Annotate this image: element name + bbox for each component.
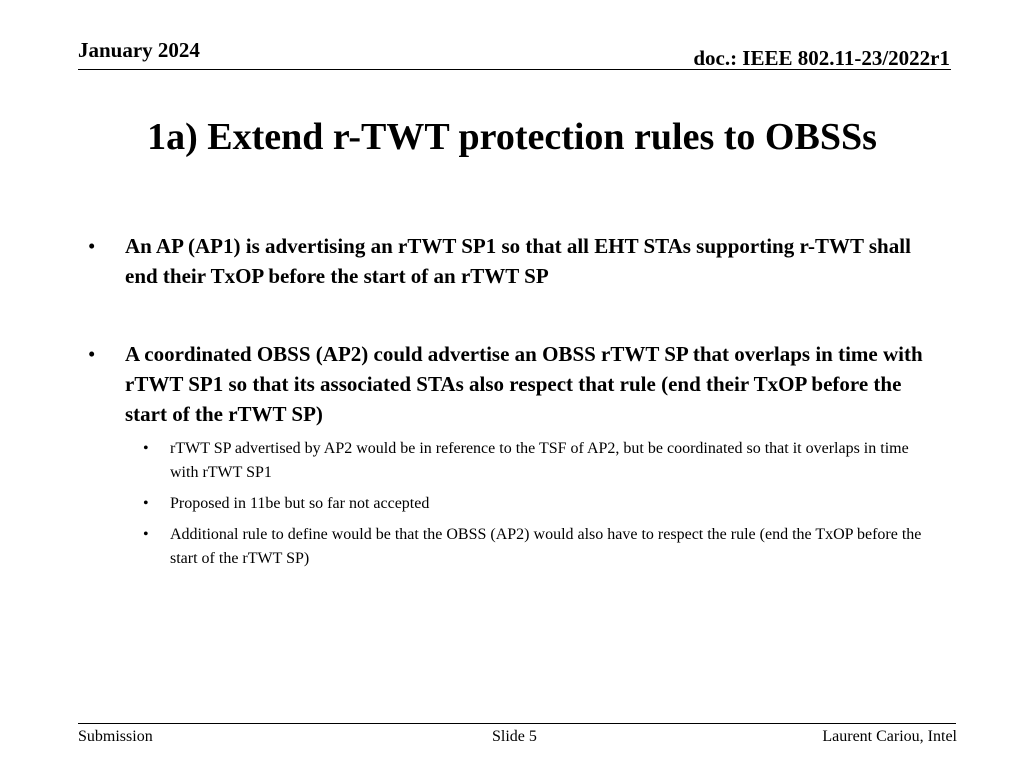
footer-slide-number: Slide 5: [492, 728, 537, 745]
sub-bullet-item: [143, 492, 930, 516]
bullet-icon: •: [88, 234, 96, 258]
sub-bullet-item: [143, 523, 930, 571]
bullet-text: A coordinated OBSS (AP2) could advertise an OBSS rTWT SP that overlaps in time with rTWT SP1 so that its associated STAs also respect that rule (end their TxOP before the start of the rTWT SP): [125, 342, 923, 426]
bullet-item: [88, 339, 945, 429]
sub-bullet-item: [143, 437, 930, 485]
header-doc-id: doc.: IEEE 802.11-23/2022r1: [693, 46, 950, 70]
bullet-item: [88, 231, 945, 291]
footer-submission: Submission: [78, 728, 153, 745]
sub-bullet-text: rTWT SP advertised by AP2 would be in reference to the TSF of AP2, but be coordinated so that it overlaps in time with rTWT SP1: [170, 440, 909, 481]
slide-title: 1a) Extend r-TWT protection rules to OBSSs: [147, 116, 877, 158]
header-divider: [78, 69, 951, 70]
bullet-icon: •: [88, 342, 96, 366]
sub-bullet-icon: •: [143, 440, 149, 457]
header-date: January 2024: [78, 38, 200, 62]
footer-divider: [78, 723, 956, 724]
sub-bullet-text: Proposed in 11be but so far not accepted: [170, 495, 430, 512]
bullet-text: An AP (AP1) is advertising an rTWT SP1 so that all EHT STAs supporting r-TWT shall end their TxOP before the start of an rTWT SP: [125, 234, 911, 288]
sub-bullet-text: Additional rule to define would be that the OBSS (AP2) would also have to respect the rule (end the TxOP before the start of the rTWT SP): [170, 526, 922, 567]
sub-bullet-icon: •: [143, 526, 149, 543]
footer-author: Laurent Cariou, Intel: [822, 728, 957, 745]
sub-bullet-icon: •: [143, 495, 149, 512]
